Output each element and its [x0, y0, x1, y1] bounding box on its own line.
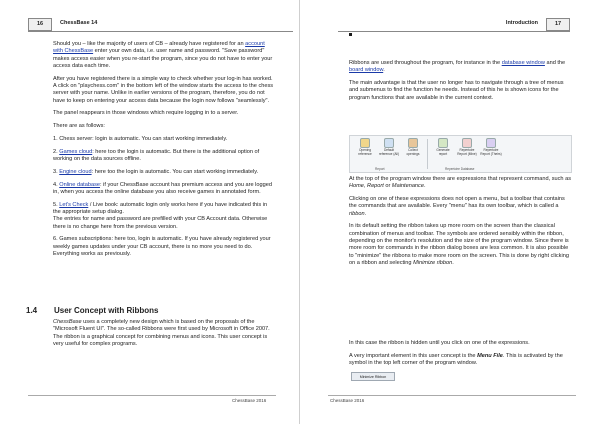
ribbon-button-label: Collect openings: [406, 148, 420, 156]
paragraph: [349, 176, 571, 191]
paragraph: [53, 41, 275, 70]
text: .: [423, 183, 426, 190]
footer-rule: [28, 395, 276, 396]
book-icon: [360, 138, 370, 148]
text: 4.: [53, 181, 60, 188]
ribbon-button-label: Default reference (All): [378, 148, 400, 156]
page-number: 16: [28, 18, 52, 31]
text: or: [383, 183, 392, 190]
ribbon-button-opening-reference[interactable]: [354, 138, 376, 166]
text-emphasis: ribbon: [349, 210, 365, 217]
minimize-ribbon-button[interactable]: Minimize Ribbon: [351, 372, 395, 381]
footer-rule: [328, 395, 576, 396]
paragraph: In this case the ribbon is hidden until you click on one of the expressions.: [349, 340, 530, 346]
link-lets-check[interactable]: Let's Check: [59, 201, 89, 208]
right-body-top: [349, 60, 571, 107]
header-rule: [338, 31, 570, 32]
text: Ribbons are used throughout the program, for instance in the: [349, 60, 502, 66]
link-online-database[interactable]: Online database: [59, 181, 100, 188]
text-emphasis: Maintenance: [391, 183, 424, 190]
ribbon-button-default-reference[interactable]: [378, 138, 400, 166]
link-board-window[interactable]: board window: [349, 67, 384, 74]
text: : here too the login is automatic. But there is the additional option of working on the data sources offline.: [53, 148, 260, 163]
text: enter your own data, i.e. user name and password. "Save password" makes access easier when you re-start the program, since you do not have to enter your access data each time.: [53, 48, 273, 69]
ribbon-button-repertoire-report-theirs[interactable]: [480, 138, 502, 166]
text: uses a completely new design which is based on the proposals of the "Microsoft Fluent UI". The so-called Ribbons were first used by Microsoft in Office 2007. The ribbon is a graphical concept for combining menus and icons. This user concept is very useful for complex programs.: [53, 319, 270, 347]
section-title: User Concept with Ribbons: [54, 306, 159, 315]
database-icon: [384, 138, 394, 148]
ribbon-button-label: Opening reference: [358, 148, 372, 156]
right-page: [300, 0, 600, 424]
ribbon-screenshot: [349, 135, 572, 173]
ribbon-button-label: Repertoire Report (Mine): [457, 148, 477, 156]
paragraph: The main advantage is that the user no longer has to navigate through a tree of menus and submenus to find the function he needs. Instead of this he is shown icons for the program functions that are available in the current context.: [349, 80, 564, 101]
section-number: 1.4: [26, 306, 38, 315]
text: The entries for name and password are prefilled with your CB Account data. Otherwise there is no change here from the previous version.: [53, 216, 268, 230]
paragraph: [349, 353, 571, 368]
paragraph: There are as follows:: [53, 123, 105, 130]
footer-text: ChessBase 2016: [330, 398, 365, 403]
header-rule: [28, 31, 293, 32]
right-header: [338, 18, 570, 31]
ribbon-button-label: Repertoire Report (Theirs): [480, 148, 502, 156]
link-games-cloud[interactable]: Games cloud: [59, 148, 93, 155]
collect-icon: [408, 138, 418, 148]
list-item: [53, 149, 275, 164]
ribbon-group-label: Repertoire Database: [445, 167, 475, 171]
text: 5.: [53, 201, 60, 208]
section-text: [53, 319, 275, 348]
text: Clicking on one of these expressions does not open a menu, but a toolbar that contains the commands that are available. Every "menu" has its own toolbar, which is called a: [349, 196, 565, 210]
list-item: 1. Chess server: login is automatic. You can start working immediately.: [53, 135, 228, 142]
ribbon-separator: [427, 139, 428, 169]
text: A very important element in this user concept is the: [349, 352, 478, 359]
text: : if your ChessBase account has premium access and you are logged in, when you access the online database you also receive games in annotated form.: [53, 181, 272, 195]
repertoire-icon: [486, 138, 496, 148]
text-emphasis: ChessBase: [53, 319, 82, 325]
text: .: [364, 210, 367, 217]
footer-text: ChessBase 2016: [232, 398, 267, 403]
running-title: ChessBase 14: [60, 20, 98, 26]
link-database-window[interactable]: database window: [501, 60, 545, 66]
text: In its default setting the ribbon takes up more room on the screen than the classical combination of menus and toolbar. The symbols are ordered sensibly within the ribbon, depending on the monitor's resolution and the size of the program window. Since there is more room for commands in the ribbon dialog boxes are less common. It is also possible to "minimize" the ribbons to make more room on the screen. This is done by right clicking on a ribbon and selecting: [349, 223, 569, 266]
paragraph: After you have registered there is a simple way to check whether your log-in has worked. A click on "playchess.com" in the bottom left of the window starts the access to the chess server with your name. Unlike in earlier versions of the program, therefore, you do not have to keep on entering your access data because the login now follows "seamlessly".: [53, 75, 274, 104]
text: : here too the login is automatic. You can start working immediately.: [91, 168, 259, 175]
right-body-bottom: [349, 176, 571, 273]
text: At the top of the program window there are expressions that represent command, such as: [349, 176, 572, 182]
text: .: [383, 67, 385, 74]
right-body-end: [349, 340, 571, 373]
ribbon-button-repertoire-report-mine[interactable]: [456, 138, 478, 166]
list-item: [53, 169, 275, 176]
text: 3.: [53, 168, 60, 175]
report-icon: [438, 138, 448, 148]
link-account-with-chessbase[interactable]: account with ChessBase: [53, 41, 265, 55]
ribbon-button-label: Generate report: [436, 148, 450, 156]
right-footer: [330, 398, 364, 403]
link-engine-cloud[interactable]: Engine cloud: [59, 168, 92, 175]
left-footer: [232, 398, 266, 403]
text: .: [452, 259, 454, 266]
paragraph: [349, 60, 571, 75]
repertoire-icon: [462, 138, 472, 148]
page-number: 17: [546, 18, 570, 31]
list-item: 6. Games subscriptions: here too, login is automatic. If you have already registered your weekly games updates under your CB account, there is no more you need to do. Everything works as previously.: [53, 236, 271, 258]
paragraph: [349, 223, 571, 267]
left-body: [53, 41, 275, 264]
text: 2.: [53, 148, 60, 155]
text: Should you – like the majority of users of CB – already have registered for an: [53, 41, 246, 47]
list-item: [53, 202, 275, 231]
text: . This is activated by the symbol in the top left corner of the program window.: [349, 352, 563, 367]
ribbon-group-label: Report: [375, 167, 385, 171]
paragraph: The panel reappears in those windows which require logging in to a server.: [53, 110, 239, 117]
text-emphasis: Home, Report: [349, 183, 384, 190]
list-item: [53, 182, 275, 197]
paragraph: [349, 196, 571, 218]
ribbon-button-collect-openings[interactable]: [402, 138, 424, 166]
bullet-icon: [349, 33, 352, 36]
text: / Live book: automatic login only works here if you have indicated this in the appropriate setup dialog.: [53, 201, 268, 216]
ribbon-button-generate-report[interactable]: [432, 138, 454, 166]
running-title: Introduction: [505, 20, 538, 26]
text-emphasis: Menu File: [477, 352, 503, 359]
text-emphasis: Minimize ribbon: [413, 259, 453, 266]
text: and the: [544, 60, 566, 66]
left-header: [28, 18, 293, 31]
